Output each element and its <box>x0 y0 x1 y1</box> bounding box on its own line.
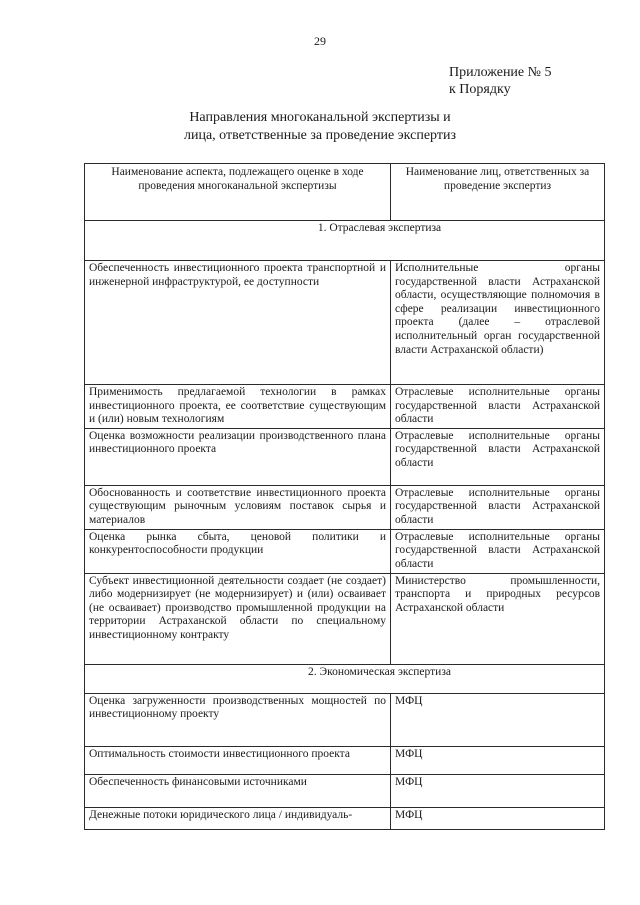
table-row <box>85 774 605 807</box>
aspect-cell: Применимость предлагаемой технологии в рамках инвестиционного проекта, ее соответствие существующим и (или) новым технологиям <box>85 385 391 429</box>
aspect-cell: Денежные потоки юридического лица / индивидуаль- <box>85 807 391 829</box>
header-aspect: Наименование аспекта, подлежащего оценке в ходе проведения многоканальной экспертизы <box>85 164 391 221</box>
document-title <box>0 109 640 145</box>
responsible-cell: Отраслевые исполнительные органы государственной власти Астраханской области <box>391 428 605 485</box>
responsible-cell: МФЦ <box>391 693 605 746</box>
responsible-cell: Отраслевые исполнительные органы государственной власти Астраханской области <box>391 385 605 429</box>
aspect-cell: Оценка загруженности производственных мощностей по инвестиционному проекту <box>85 693 391 746</box>
title-line-2: лица, ответственные за проведение экспертиз <box>184 128 456 143</box>
table-row <box>85 807 605 829</box>
aspect-cell: Оценка возможности реализации производственного плана инвестиционного проекта <box>85 428 391 485</box>
table-row <box>85 529 605 573</box>
section-row <box>85 664 605 693</box>
aspect-cell: Оптимальность стоимости инвестиционного проекта <box>85 746 391 774</box>
responsible-cell: Министерство промышленности, транспорта и природных ресурсов Астраханской области <box>391 573 605 664</box>
appendix-reference: к Порядку <box>449 82 511 97</box>
header-responsible: Наименование лиц, ответственных за проведение экспертиз <box>391 164 605 221</box>
table-row <box>85 573 605 664</box>
appendix-number: Приложение № 5 <box>449 65 552 80</box>
aspect-cell: Субъект инвестиционной деятельности создает (не создает) либо модернизирует (не модернизирует) и (или) осваивает (не осваивает) производство промышленной продукции на территории Астраханской области по специальному инвестиционному контракту <box>85 573 391 664</box>
responsible-cell: МФЦ <box>391 807 605 829</box>
title-line-1: Направления многоканальной экспертизы и <box>189 110 451 125</box>
aspect-cell: Обеспеченность инвестиционного проекта транспортной и инженерной инфраструктурой, ее доступности <box>85 261 391 385</box>
section-title: 2. Экономическая экспертиза <box>85 664 605 693</box>
section-row <box>85 221 605 261</box>
responsible-cell: Отраслевые исполнительные органы государственной власти Астраханской области <box>391 485 605 529</box>
table-row <box>85 261 605 385</box>
table-row <box>85 385 605 429</box>
table-header-row <box>85 164 605 221</box>
table-row <box>85 428 605 485</box>
aspect-cell: Обоснованность и соответствие инвестиционного проекта существующим рыночным условиям поставок сырья и материалов <box>85 485 391 529</box>
responsible-cell: МФЦ <box>391 746 605 774</box>
appendix-block <box>449 64 552 98</box>
responsible-cell: Исполнительные органы государственной власти Астраханской области, осуществляющие полномочия в сфере реализации инвестиционного проекта (далее – отраслевой исполнительный орган государственной власти Астраханской области) <box>391 261 605 385</box>
aspect-cell: Обеспеченность финансовыми источниками <box>85 774 391 807</box>
page-number: 29 <box>314 34 326 48</box>
section-title: 1. Отраслевая экспертиза <box>85 221 605 261</box>
table-row <box>85 746 605 774</box>
responsible-cell: Отраслевые исполнительные органы государственной власти Астраханской области <box>391 529 605 573</box>
expertise-table <box>84 163 605 830</box>
aspect-cell: Оценка рынка сбыта, ценовой политики и конкурентоспособности продукции <box>85 529 391 573</box>
responsible-cell: МФЦ <box>391 774 605 807</box>
table-row <box>85 693 605 746</box>
table-row <box>85 485 605 529</box>
